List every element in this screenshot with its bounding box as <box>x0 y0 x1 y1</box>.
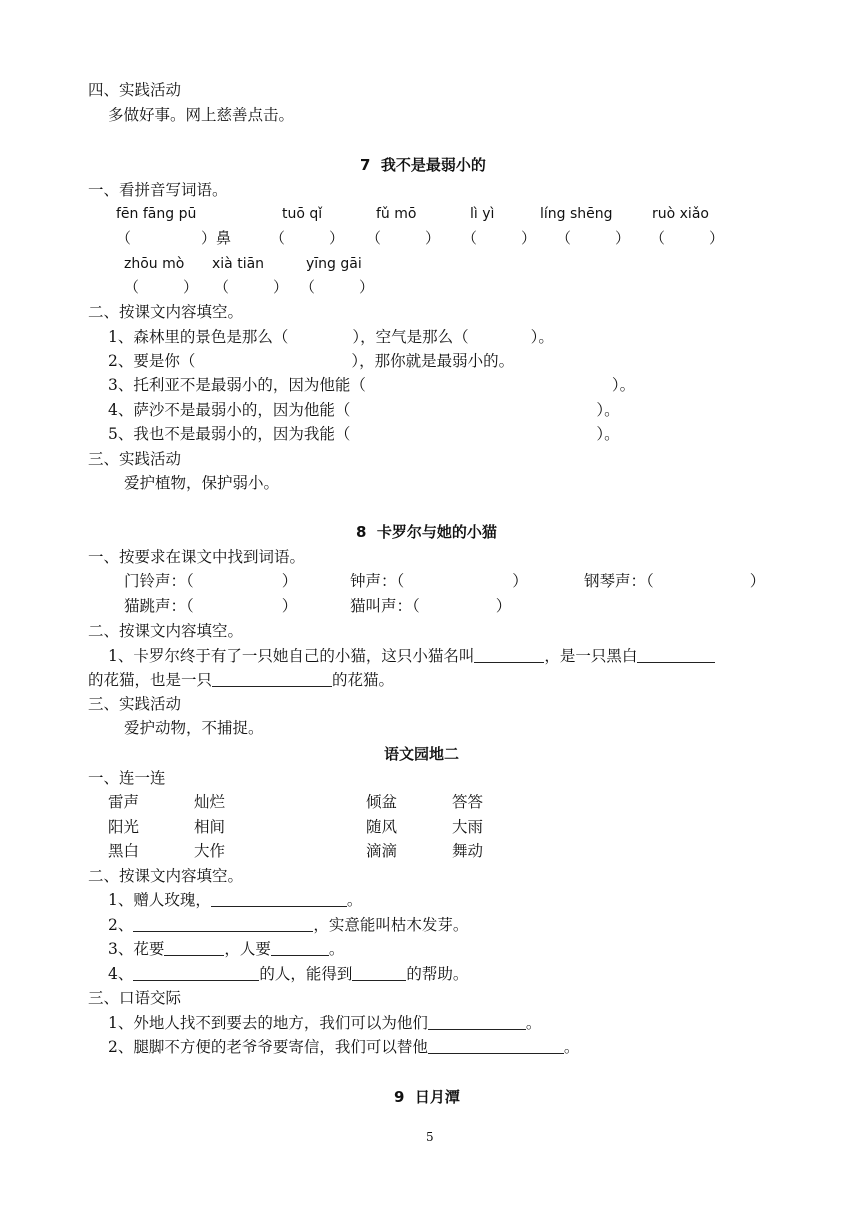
section-heading-practice: 四、实践活动 <box>88 81 182 99</box>
pinyin: yīng gāi <box>306 256 362 272</box>
fill-blank[interactable] <box>474 648 544 663</box>
answer-box[interactable]: （ ） <box>124 278 199 296</box>
g2-q2-line1: 1、赠人玫瑰， 。 <box>108 891 363 909</box>
match-word[interactable]: 大作 <box>194 842 226 860</box>
lesson-8-title: 8 卡罗尔与她的小猫 <box>356 523 497 541</box>
match-word[interactable]: 黑白 <box>108 842 140 860</box>
match-word[interactable]: 答答 <box>452 793 484 811</box>
fill-blank[interactable] <box>352 966 406 981</box>
g2-q1-heading: 一、连一连 <box>88 769 166 787</box>
l8-q2-heading: 二、按课文内容填空。 <box>88 622 244 640</box>
fill-blank[interactable] <box>164 941 224 956</box>
pinyin: fǔ mō <box>376 206 417 222</box>
lesson-7-title: 7 我不是最弱小的 <box>360 156 486 174</box>
fill-blank[interactable] <box>133 917 313 932</box>
pinyin: fēn fāng pū <box>116 206 197 222</box>
fill-blank[interactable] <box>133 966 259 981</box>
match-word[interactable]: 相间 <box>194 818 226 836</box>
answer-box[interactable]: （ ） <box>556 229 631 247</box>
answer-box[interactable]: （ ） <box>650 229 725 247</box>
l7-q3-heading: 三、实践活动 <box>88 450 182 468</box>
answer-box[interactable]: （ ）鼻 <box>116 229 232 247</box>
sound-item-cat-meow: 猫叫声：（ ） <box>350 597 512 615</box>
fill-line-5: 5、我也不是最弱小的，因为我能（ ）。 <box>108 425 620 443</box>
lesson-9-title: 9 日月潭 <box>394 1088 460 1106</box>
pinyin: xià tiān <box>212 256 265 272</box>
l7-q2-heading: 二、按课文内容填空。 <box>88 303 244 321</box>
g2-q3-heading: 三、口语交际 <box>88 989 182 1007</box>
garden-2-title: 语文园地二 <box>384 745 460 763</box>
l7-q3-text: 爱护植物，保护弱小。 <box>124 474 280 492</box>
match-word[interactable]: 灿烂 <box>194 793 226 811</box>
fill-blank[interactable] <box>271 941 329 956</box>
answer-box[interactable]: （ ） <box>366 229 441 247</box>
match-word[interactable]: 阳光 <box>108 818 140 836</box>
answer-box[interactable]: （ ） <box>462 229 537 247</box>
match-word[interactable]: 舞动 <box>452 842 484 860</box>
fill-line-1: 1、森林里的景色是那么（ ），空气是那么（ ）。 <box>108 328 554 346</box>
fill-blank[interactable] <box>211 892 347 907</box>
fill-line-2: 2、要是你（ ），那你就是最弱小的。 <box>108 352 515 370</box>
sound-item-cat-jump: 猫跳声：（ ） <box>124 597 298 615</box>
l8-q2-line1: 1、卡罗尔终于有了一只她自己的小猫，这只小猫名叫 ，是一只黑白 <box>108 646 715 666</box>
pinyin: tuō qǐ <box>282 206 323 222</box>
l8-q3-text: 爱护动物，不捕捉。 <box>124 719 264 737</box>
g2-q2-line4: 4、 的人，能得到 的帮助。 <box>108 965 469 983</box>
fill-blank[interactable] <box>428 1039 564 1054</box>
fill-blank[interactable] <box>428 1015 526 1030</box>
answer-box[interactable]: （ ） <box>214 278 289 296</box>
fill-line-4: 4、萨沙不是最弱小的，因为他能（ ）。 <box>108 401 620 419</box>
match-word[interactable]: 随风 <box>366 818 398 836</box>
match-word[interactable]: 雷声 <box>108 793 140 811</box>
pinyin: líng shēng <box>540 206 613 222</box>
g2-q2-heading: 二、按课文内容填空。 <box>88 867 244 885</box>
pinyin: ruò xiǎo <box>652 206 709 222</box>
pinyin: lì yì <box>470 206 495 222</box>
match-word[interactable]: 大雨 <box>452 818 484 836</box>
sound-item-doorbell: 门铃声：（ ） <box>124 572 298 590</box>
page-number: 5 <box>426 1130 434 1144</box>
match-word[interactable]: 倾盆 <box>366 793 398 811</box>
sound-item-clock: 钟声：（ ） <box>350 572 528 590</box>
match-word[interactable]: 滴滴 <box>366 842 398 860</box>
answer-box[interactable]: （ ） <box>270 229 345 247</box>
fill-line-3: 3、托利亚不是最弱小的，因为他能（ ）。 <box>108 376 636 394</box>
g2-q3-line2: 2、腿脚不方便的老爷爷要寄信，我们可以替他 。 <box>108 1038 580 1056</box>
g2-q2-line3: 3、花要 ，人要 。 <box>108 940 345 958</box>
nose-char: 鼻 <box>216 229 232 247</box>
l8-q1-heading: 一、按要求在课文中找到词语。 <box>88 548 306 566</box>
fill-blank[interactable] <box>212 672 332 687</box>
g2-q2-line2: 2、 ，实意能叫枯木发芽。 <box>108 916 469 934</box>
l8-q3-heading: 三、实践活动 <box>88 695 182 713</box>
practice-text: 多做好事。网上慈善点击。 <box>108 106 295 124</box>
answer-box[interactable]: （ ） <box>300 278 375 296</box>
fill-blank[interactable] <box>637 648 715 663</box>
l7-q1-heading: 一、看拼音写词语。 <box>88 181 228 199</box>
pinyin: zhōu mò <box>124 256 185 272</box>
sound-item-piano: 钢琴声：（ ） <box>584 572 766 590</box>
l8-q2-line2: 的花猫，也是一只 的花猫。 <box>88 671 395 689</box>
g2-q3-line1: 1、外地人找不到要去的地方，我们可以为他们 。 <box>108 1014 542 1032</box>
